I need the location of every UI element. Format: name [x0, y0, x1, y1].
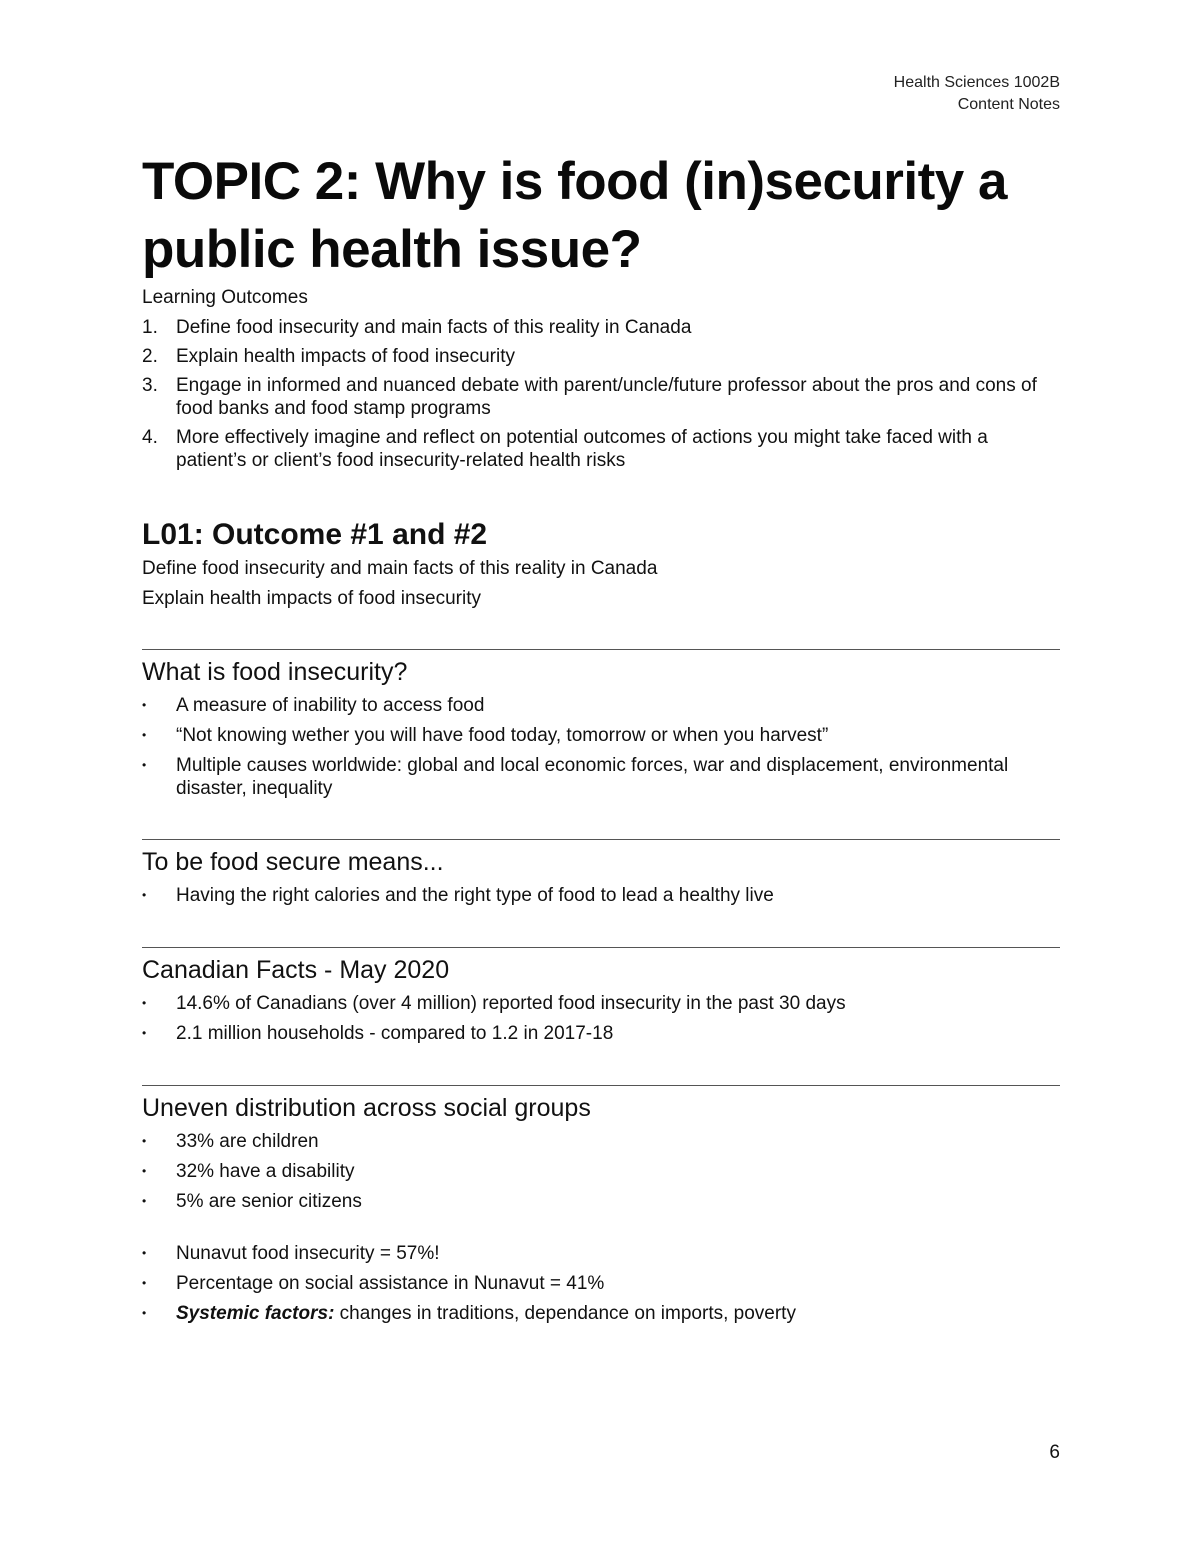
list-item-text: A measure of inability to access food	[176, 695, 485, 716]
bullet-list	[142, 884, 1060, 907]
topic-title: TOPIC 2: Why is food (in)security a public health issue?	[142, 152, 1007, 279]
list-item-text: Engage in informed and nuanced debate with parent/uncle/future professor about the pros and cons of food banks and food stamp programs	[176, 375, 1037, 419]
list-item	[142, 992, 1060, 1015]
bullet-icon: •	[142, 1306, 147, 1320]
bullet-icon: •	[142, 1026, 147, 1040]
l01-line: Explain health impacts of food insecurity	[142, 588, 482, 609]
bullet-list	[142, 694, 1060, 800]
list-item-text: 2.1 million households - compared to 1.2 in 2017-18	[176, 1023, 614, 1044]
learning-outcomes-heading: Learning Outcomes	[142, 287, 308, 308]
bullet-icon: •	[142, 758, 147, 772]
list-item-text: 32% have a disability	[176, 1161, 355, 1182]
list-item	[142, 884, 1060, 907]
list-item	[142, 316, 1060, 339]
list-item	[142, 1302, 1060, 1325]
systemic-factors-text: changes in traditions, dependance on imports, poverty	[334, 1303, 796, 1324]
section-uneven-distribution	[142, 1085, 1060, 1332]
list-item	[142, 1190, 1060, 1213]
list-item-text: More effectively imagine and reflect on potential outcomes of actions you might take faced with a patient’s or client’s food insecurity-related health risks	[176, 427, 988, 471]
list-item	[142, 426, 1060, 472]
section-canadian-facts	[142, 947, 1060, 1052]
systemic-factors-label: Systemic factors:	[176, 1303, 335, 1324]
bullet-icon: •	[142, 996, 147, 1010]
bullet-icon: •	[142, 1246, 147, 1260]
bullet-icon: •	[142, 1194, 147, 1208]
page-header	[894, 72, 1060, 116]
l01-line: Define food insecurity and main facts of this reality in Canada	[142, 558, 658, 579]
list-item-text: Define food insecurity and main facts of this reality in Canada	[176, 317, 692, 338]
list-item	[142, 1272, 1060, 1295]
list-item-text: Multiple causes worldwide: global and local economic forces, war and displacement, environmental disaster, inequality	[176, 755, 1009, 799]
bullet-icon: •	[142, 888, 147, 902]
learning-outcomes	[142, 286, 1060, 478]
list-number: 4.	[142, 427, 158, 448]
bullet-icon: •	[142, 1164, 147, 1178]
list-item	[142, 694, 1060, 717]
bullet-icon: •	[142, 1134, 147, 1148]
list-item	[142, 754, 1060, 800]
bullet-icon: •	[142, 1276, 147, 1290]
list-gap	[142, 1220, 1060, 1242]
page-number: 6	[1049, 1442, 1060, 1463]
document-type: Content Notes	[957, 96, 1060, 113]
bullet-list	[142, 1130, 1060, 1213]
list-number: 2.	[142, 346, 158, 367]
section-heading: What is food insecurity?	[142, 658, 408, 686]
l01-section	[142, 516, 1060, 614]
list-number: 3.	[142, 375, 158, 396]
section-heading: Uneven distribution across social groups	[142, 1094, 591, 1122]
list-item	[142, 1130, 1060, 1153]
list-item-text: Nunavut food insecurity = 57%!	[176, 1243, 440, 1264]
bullet-list	[142, 992, 1060, 1045]
list-item	[142, 374, 1060, 420]
course-name: Health Sciences 1002B	[893, 74, 1060, 91]
bullet-list	[142, 1242, 1060, 1325]
list-item	[142, 345, 1060, 368]
section-heading: Canadian Facts - May 2020	[142, 956, 450, 984]
bullet-icon: •	[142, 698, 147, 712]
list-item	[142, 1242, 1060, 1265]
list-item-text: Percentage on social assistance in Nunavut = 41%	[176, 1273, 605, 1294]
list-item-text: 5% are senior citizens	[176, 1191, 362, 1212]
list-number: 1.	[142, 317, 158, 338]
learning-outcomes-list	[142, 316, 1060, 472]
list-item	[142, 724, 1060, 747]
list-item-text: Explain health impacts of food insecurity	[176, 346, 516, 367]
bullet-icon: •	[142, 728, 147, 742]
section-food-secure	[142, 839, 1060, 914]
list-item-text: Having the right calories and the right type of food to lead a healthy live	[176, 885, 774, 906]
list-item	[142, 1022, 1060, 1045]
section-heading: To be food secure means...	[142, 848, 444, 876]
section-what-is-food-insecurity	[142, 649, 1060, 807]
list-item	[142, 1160, 1060, 1183]
document-page	[142, 0, 1060, 1553]
list-item-text: “Not knowing wether you will have food today, tomorrow or when you harvest”	[176, 725, 829, 746]
l01-heading: L01: Outcome #1 and #2	[142, 518, 488, 551]
list-item-text: 14.6% of Canadians (over 4 million) reported food insecurity in the past 30 days	[176, 993, 846, 1014]
list-item-text: 33% are children	[176, 1131, 319, 1152]
